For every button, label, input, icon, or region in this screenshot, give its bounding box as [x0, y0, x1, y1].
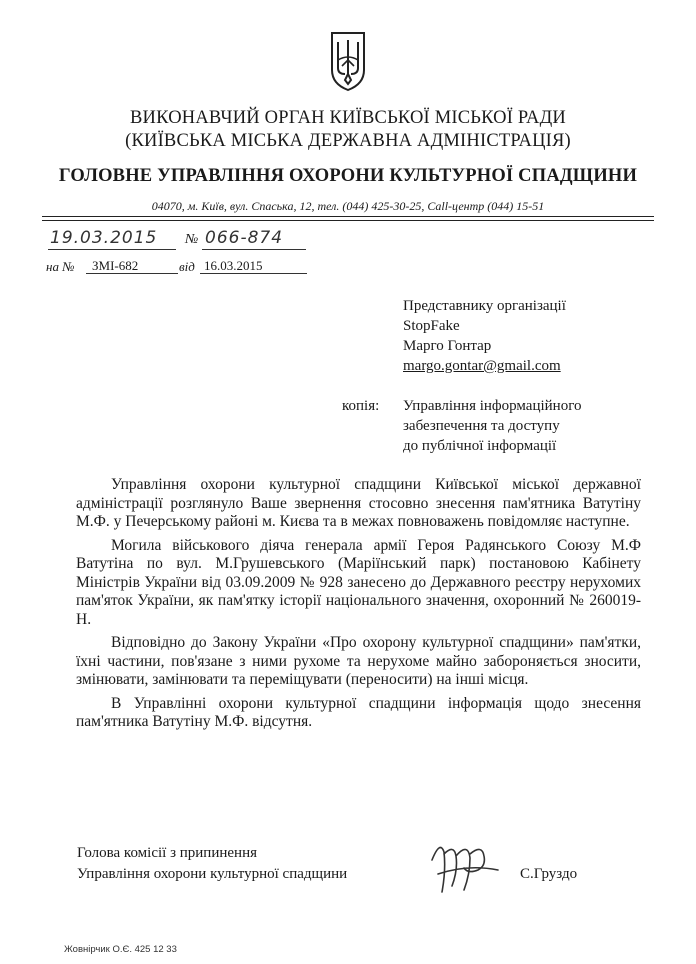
header-rule: [42, 216, 654, 217]
department-title: ГОЛОВНЕ УПРАВЛІННЯ ОХОРОНИ КУЛЬТУРНОЇ СПАДЩИНИ: [58, 166, 638, 186]
body-paragraph-4: В Управлінні охорони культурної спадщини інформація щодо знесення пам'ятника Ватутіну М.Ф. відсутня.: [76, 694, 641, 730]
org-name-line2: (КИЇВСЬКА МІСЬКА ДЕРЖАВНА АДМІНІСТРАЦІЯ): [125, 131, 571, 151]
outgoing-number-label: №: [185, 232, 199, 247]
recipient-name: Марго Гонтар: [403, 338, 492, 354]
body-paragraph-2: Могила військового діяча генерала армії Героя Радянського Союзу М.Ф Ватутіна по вул. М.Грушевського (Маріїнський парк) постановою Кабінету Міністрів України від 03.09.2009 № 928 занесено до Державного реєстру нерухомих пам'яток України, як пам'ятку історії національного значення, охоронний № 260019-Н.: [76, 536, 641, 628]
signatory-title-line1: Голова комісії з припинення: [77, 845, 257, 861]
recipient-email[interactable]: margo.gontar@gmail.com: [403, 358, 561, 374]
copy-label: копія:: [342, 398, 380, 414]
reply-number-underline: [86, 273, 178, 274]
reply-date-underline: [200, 273, 307, 274]
letter-body: [76, 476, 641, 732]
recipient-line1: Представнику організації: [403, 298, 566, 314]
copy-line2: забезпечення та доступу: [403, 418, 560, 434]
trident-emblem-icon: [328, 30, 368, 92]
outgoing-date: 19.03.2015: [50, 228, 158, 248]
header-rule-thin: [42, 220, 654, 221]
reply-label: на №: [46, 259, 75, 274]
signatory-name: С.Груздо: [520, 866, 578, 882]
copy-line1: Управління інформаційного: [403, 398, 582, 414]
org-name-line1: ВИКОНАВЧИЙ ОРГАН КИЇВСЬКОЇ МІСЬКОЇ РАДИ: [130, 108, 566, 128]
from-label: від: [179, 259, 195, 274]
number-underline: [202, 249, 306, 250]
body-paragraph-3: Відповідно до Закону України «Про охорону культурної спадщини» пам'ятки, їхні частини, пов'язане з ними рухоме та нерухоме майно забороняється зносити, змінювати, замінювати та переміщувати (переносити) на інші місця.: [76, 634, 641, 688]
outgoing-number: 066-874: [205, 228, 284, 248]
reply-number: ЗМІ-682: [92, 258, 139, 273]
copy-line3: до публічної інформації: [403, 438, 557, 454]
body-paragraph-1: Управління охорони культурної спадщини Київської міської державної адміністрації розглянуло Ваше звернення стосовно знесення пам'ятника Ватутіну М.Ф. у Печерському районі м. Києва та в межах повноважень повідомляє наступне.: [76, 476, 641, 530]
executor-info: Жовнірчик О.Є. 425 12 33: [64, 944, 177, 955]
date-underline: [48, 249, 176, 250]
org-address: 04070, м. Київ, вул. Спаська, 12, тел. (044) 425-30-25, Call-центр (044) 15-51: [151, 199, 545, 213]
signatory-title-line2: Управління охорони культурної спадщини: [77, 866, 348, 882]
reply-date: 16.03.2015: [204, 258, 263, 273]
recipient-org: StopFake: [403, 318, 460, 334]
handwritten-signature-icon: [418, 830, 513, 902]
